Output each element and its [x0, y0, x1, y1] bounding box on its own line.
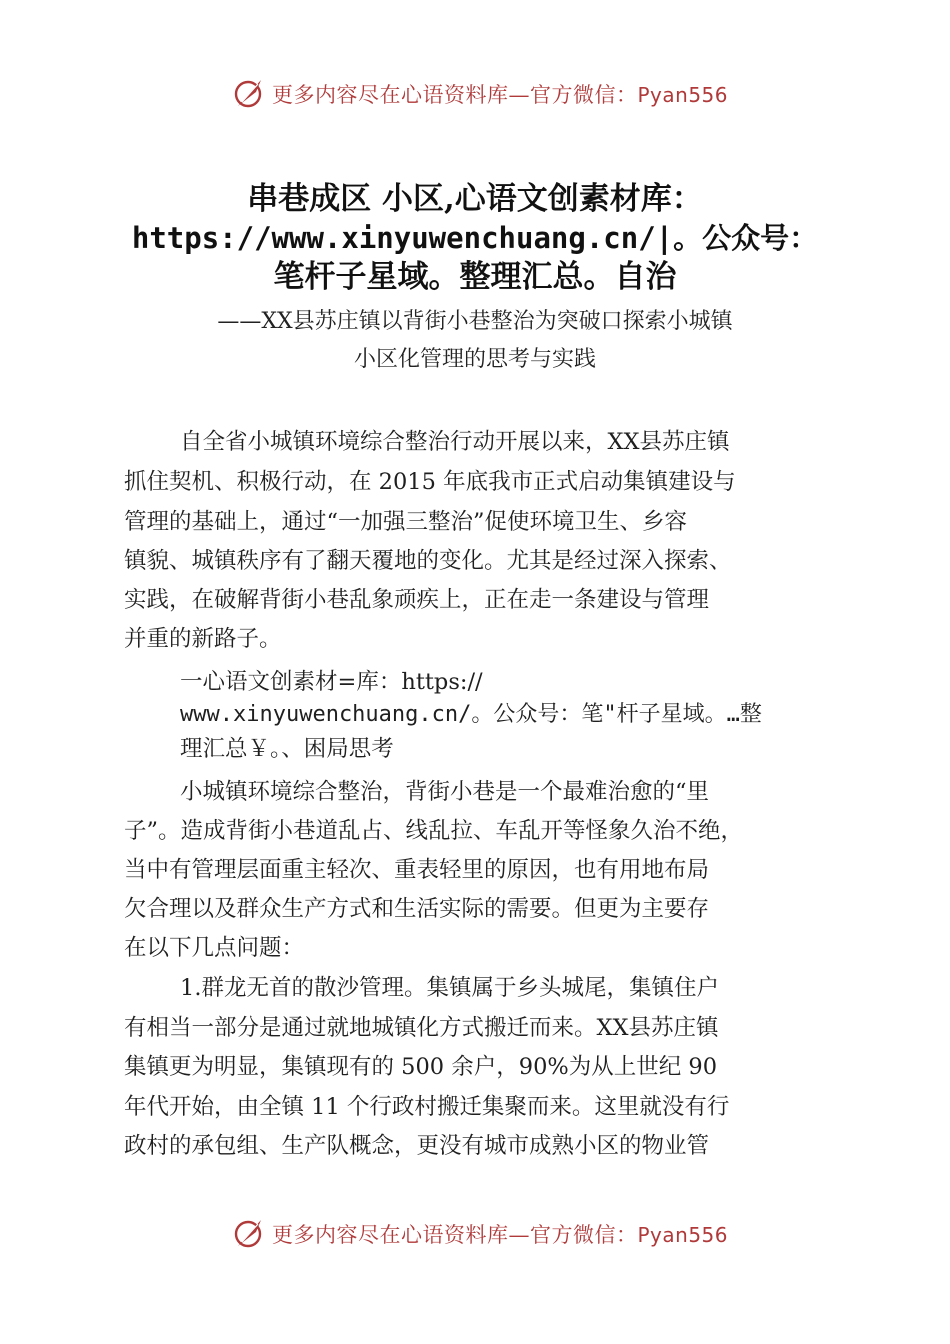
body-line: 在以下几点问题： — [124, 935, 305, 961]
body-line: 实践，在破解背街小巷乱象顽疾上，正在走一条建设与管理 — [124, 587, 710, 613]
subtitle-line-2: 小区化管理的思考与实践 — [353, 347, 596, 372]
body-line: 有相当一部分是通过就地城镇化方式搬迁而来。XX县苏庄镇 — [124, 1015, 719, 1041]
footer-watermark — [0, 1212, 950, 1252]
body-line: 管理的基础上，通过“一加强三整治”促使环境卫生、乡容 — [124, 509, 688, 535]
banner-text: 更多内容尽在心语资料库—官方微信：Pyan556 — [272, 83, 729, 107]
body-line: 集镇更为明显，集镇现有的 500 余户，90%为从上世纪 90 — [124, 1054, 718, 1080]
body-line: 一心语文创素材=库：https:// — [180, 669, 483, 695]
body-line: 镇貌、城镇秩序有了翻天覆地的变化。尤其是经过深入探索、 — [124, 548, 732, 574]
body-line: 1.群龙无首的散沙管理。集镇属于乡头城尾，集镇住户 — [180, 975, 719, 1001]
body-line: 小城镇环境综合整治，背街小巷是一个最难治愈的“里 — [180, 779, 710, 805]
body-line: 当中有管理层面重主轻次、重表轻里的原因，也有用地布局 — [124, 857, 710, 883]
body-line: 子”。造成背街小巷道乱占、线乱拉、车乱开等怪象久治不绝， — [124, 818, 744, 844]
title-line-3: 笔杆子星域。整理汇总。自治 — [273, 259, 677, 295]
body-line: 自全省小城镇环境综合整治行动开展以来，XX县苏庄镇 — [180, 429, 730, 455]
body-line: 并重的新路子。 — [124, 626, 282, 652]
body-line: 欠合理以及群众生产方式和生活实际的需要。但更为主要存 — [124, 896, 710, 922]
banner-text: 更多内容尽在心语资料库—官方微信：Pyan556 — [272, 1223, 729, 1247]
header-watermark — [0, 72, 950, 112]
subtitle-line-1: ——XX县苏庄镇以背街小巷整治为突破口探索小城镇 — [217, 309, 733, 334]
body-line: 理汇总￥。、困局思考 — [180, 736, 394, 762]
body-line: www.xinyuwenchuang.cn/。公众号：笔"杆子星域。…整 — [180, 702, 762, 727]
body-line: 抓住契机、积极行动，在 2015 年底我市正式启动集镇建设与 — [124, 469, 736, 495]
title-line-2: https://www.xinyuwenchuang.cn/|。公众号： — [131, 221, 819, 255]
quill-logo-icon — [232, 1216, 266, 1250]
body-line: 政村的承包组、生产队概念，更没有城市成熟小区的物业管 — [124, 1133, 710, 1159]
body-line: 年代开始，由全镇 11 个行政村搬迁集聚而来。这里就没有行 — [124, 1094, 730, 1120]
title-line-1: 串巷成区 小区,心语文创素材库： — [247, 181, 703, 217]
quill-logo-icon — [232, 76, 266, 110]
